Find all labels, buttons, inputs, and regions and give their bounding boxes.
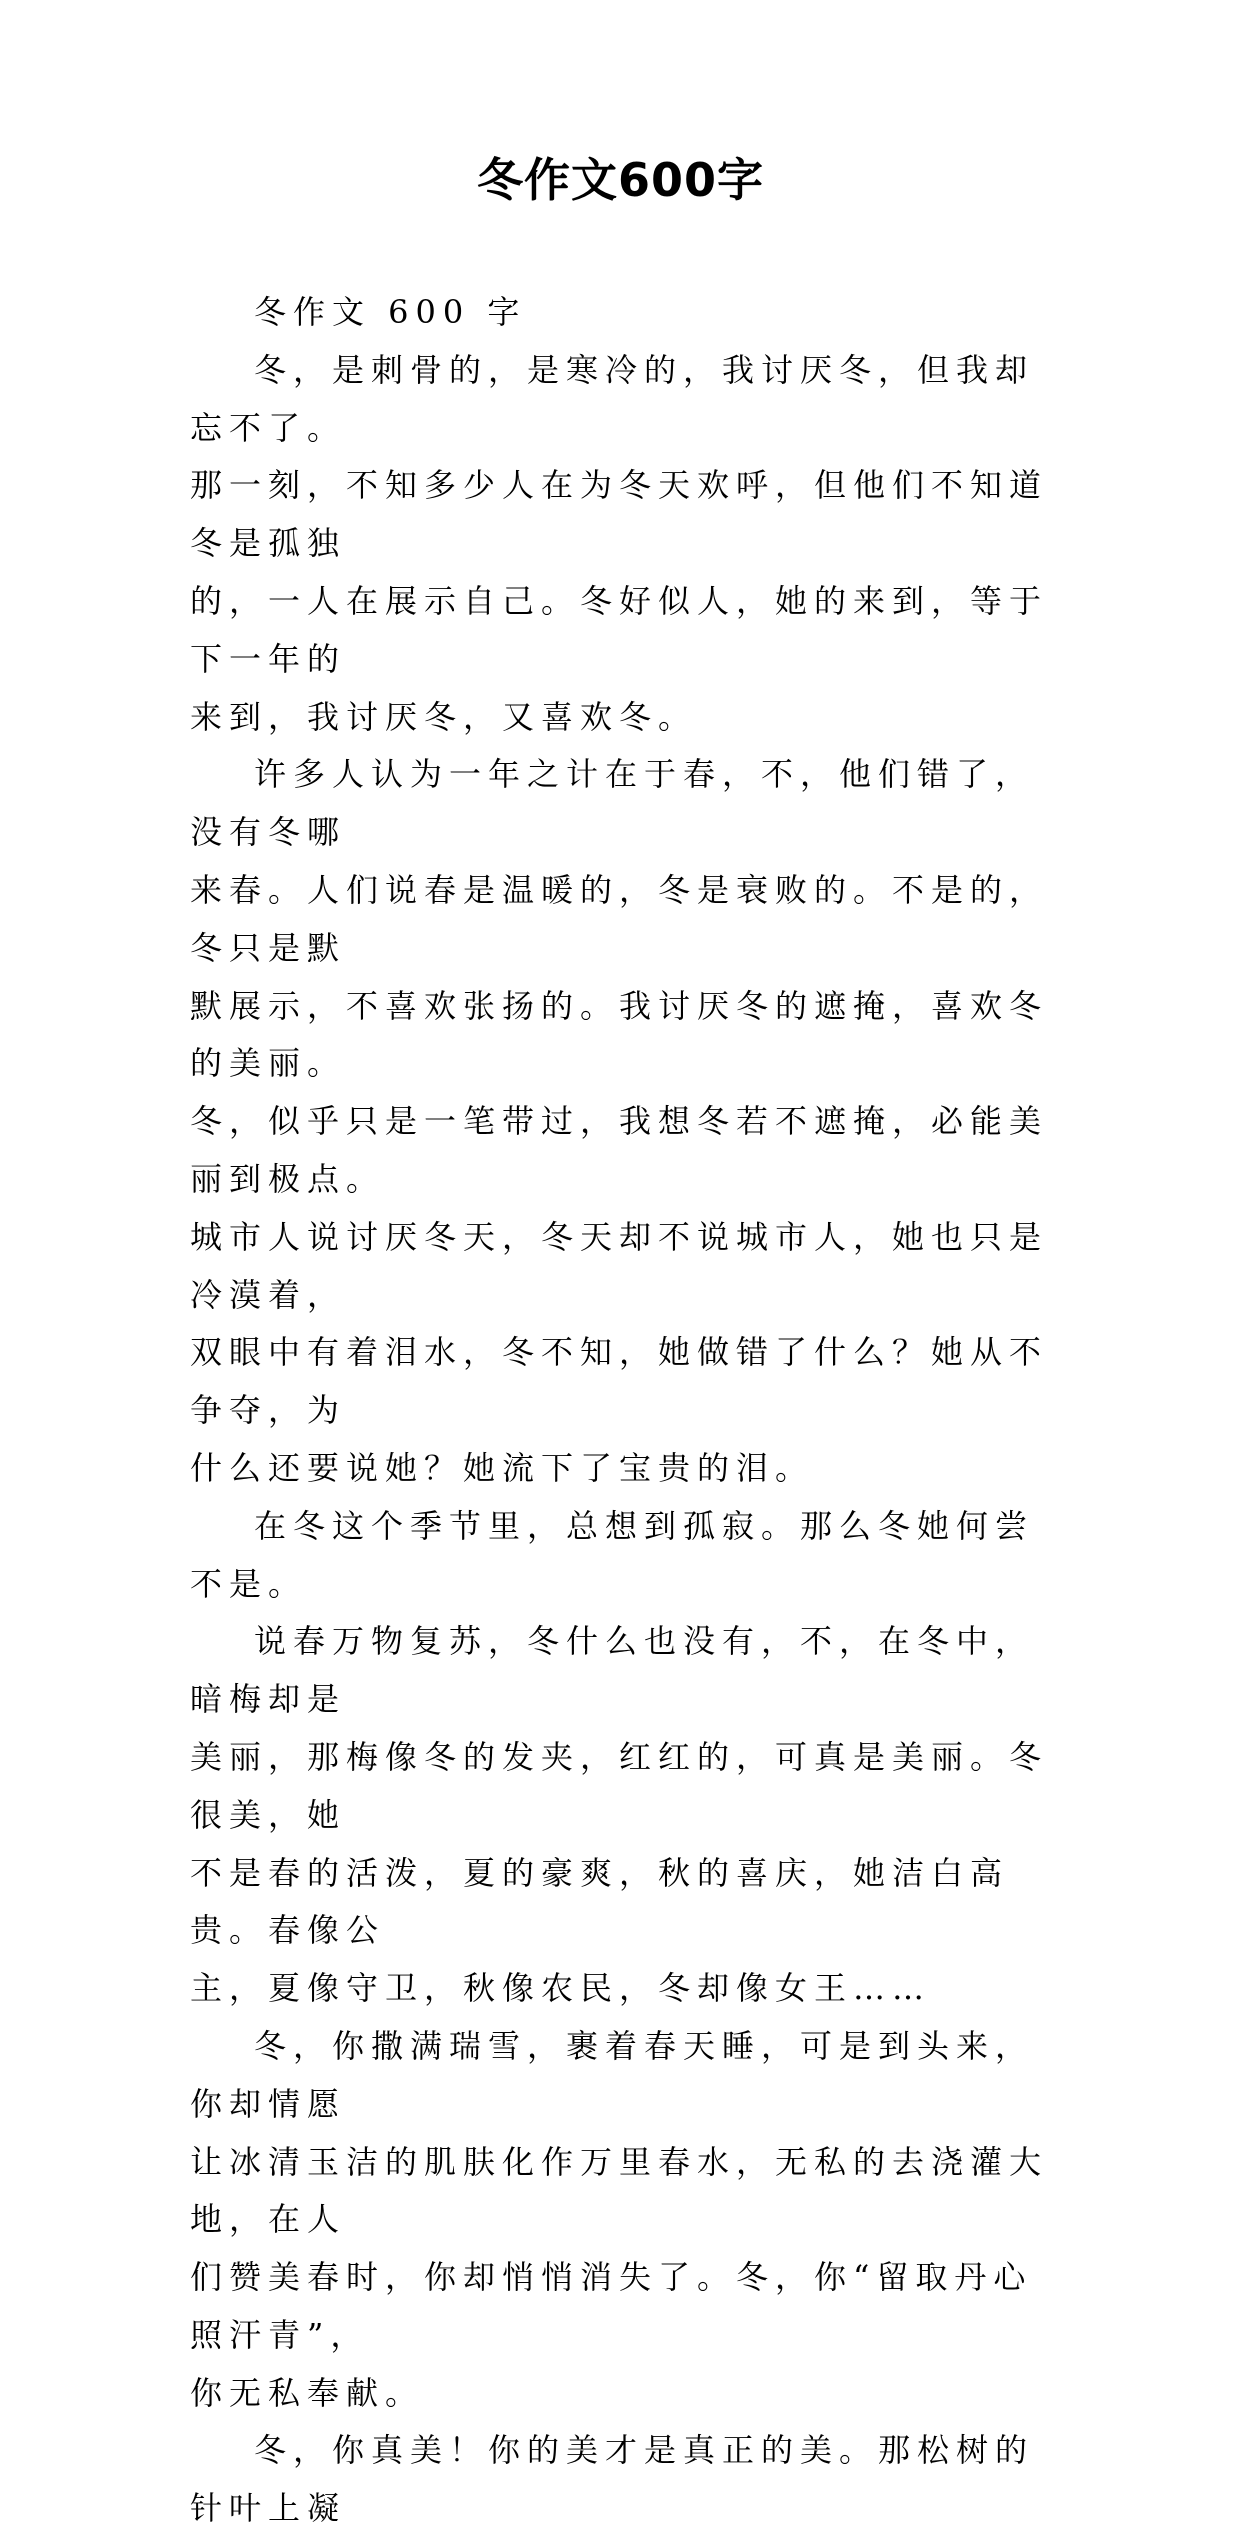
paragraph: 冬，你真美！你的美才是真正的美。那松树的针叶上凝: [190, 2431, 1035, 2528]
paragraph: 在冬这个季节里，总想到孤寂。那么冬她何尝不是。: [190, 1506, 1035, 1603]
paragraph-heading: 冬作文 600 字: [254, 293, 527, 331]
document-title: 冬作文600字: [476, 153, 765, 207]
paragraph: 冬，你撒满瑞雪，裹着春天睡，可是到头来，你却情愿 让冰清玉洁的肌肤化作万里春水，无私的去浇灌大地，在人 们赞美春时，你却悄悄消失了。冬，你“留取丹心照汗青”， 你无私奉献。: [190, 2026, 1049, 2412]
paragraph: 说春万物复苏，冬什么也没有，不，在冬中，暗梅却是 美丽，那梅像冬的发夹，红红的，可真是美丽。冬很美，她 不是春的活泼，夏的豪爽，秋的喜庆，她洁白高贵。春像公 主，夏像守卫，秋像农民，冬却像女王……: [190, 1622, 1049, 2008]
paragraph: 许多人认为一年之计在于春，不，他们错了，没有冬哪 来春。人们说春是温暖的，冬是衰败的。不是的，冬只是默 默展示，不喜欢张扬的。我讨厌冬的遮掩，喜欢冬的美丽。 冬，似乎只是一笔带过，我想冬若不遮掩，必能美丽到极点。 城市人说讨厌冬天，冬天却不说城市人，她也只是冷漠着， 双眼中有着泪水，冬不知，她做错了什么？她从不争夺，为 什么还要说她？她流下了宝贵的泪。: [190, 755, 1049, 1487]
paragraph: 冬，是刺骨的，是寒冷的，我讨厌冬，但我却忘不了。 那一刻，不知多少人在为冬天欢呼，但他们不知道冬是孤独 的，一人在展示自己。冬好似人，她的来到，等于下一年的 来到，我讨厌冬，又喜欢冬。: [190, 350, 1049, 736]
document-body: [190, 284, 1070, 2538]
